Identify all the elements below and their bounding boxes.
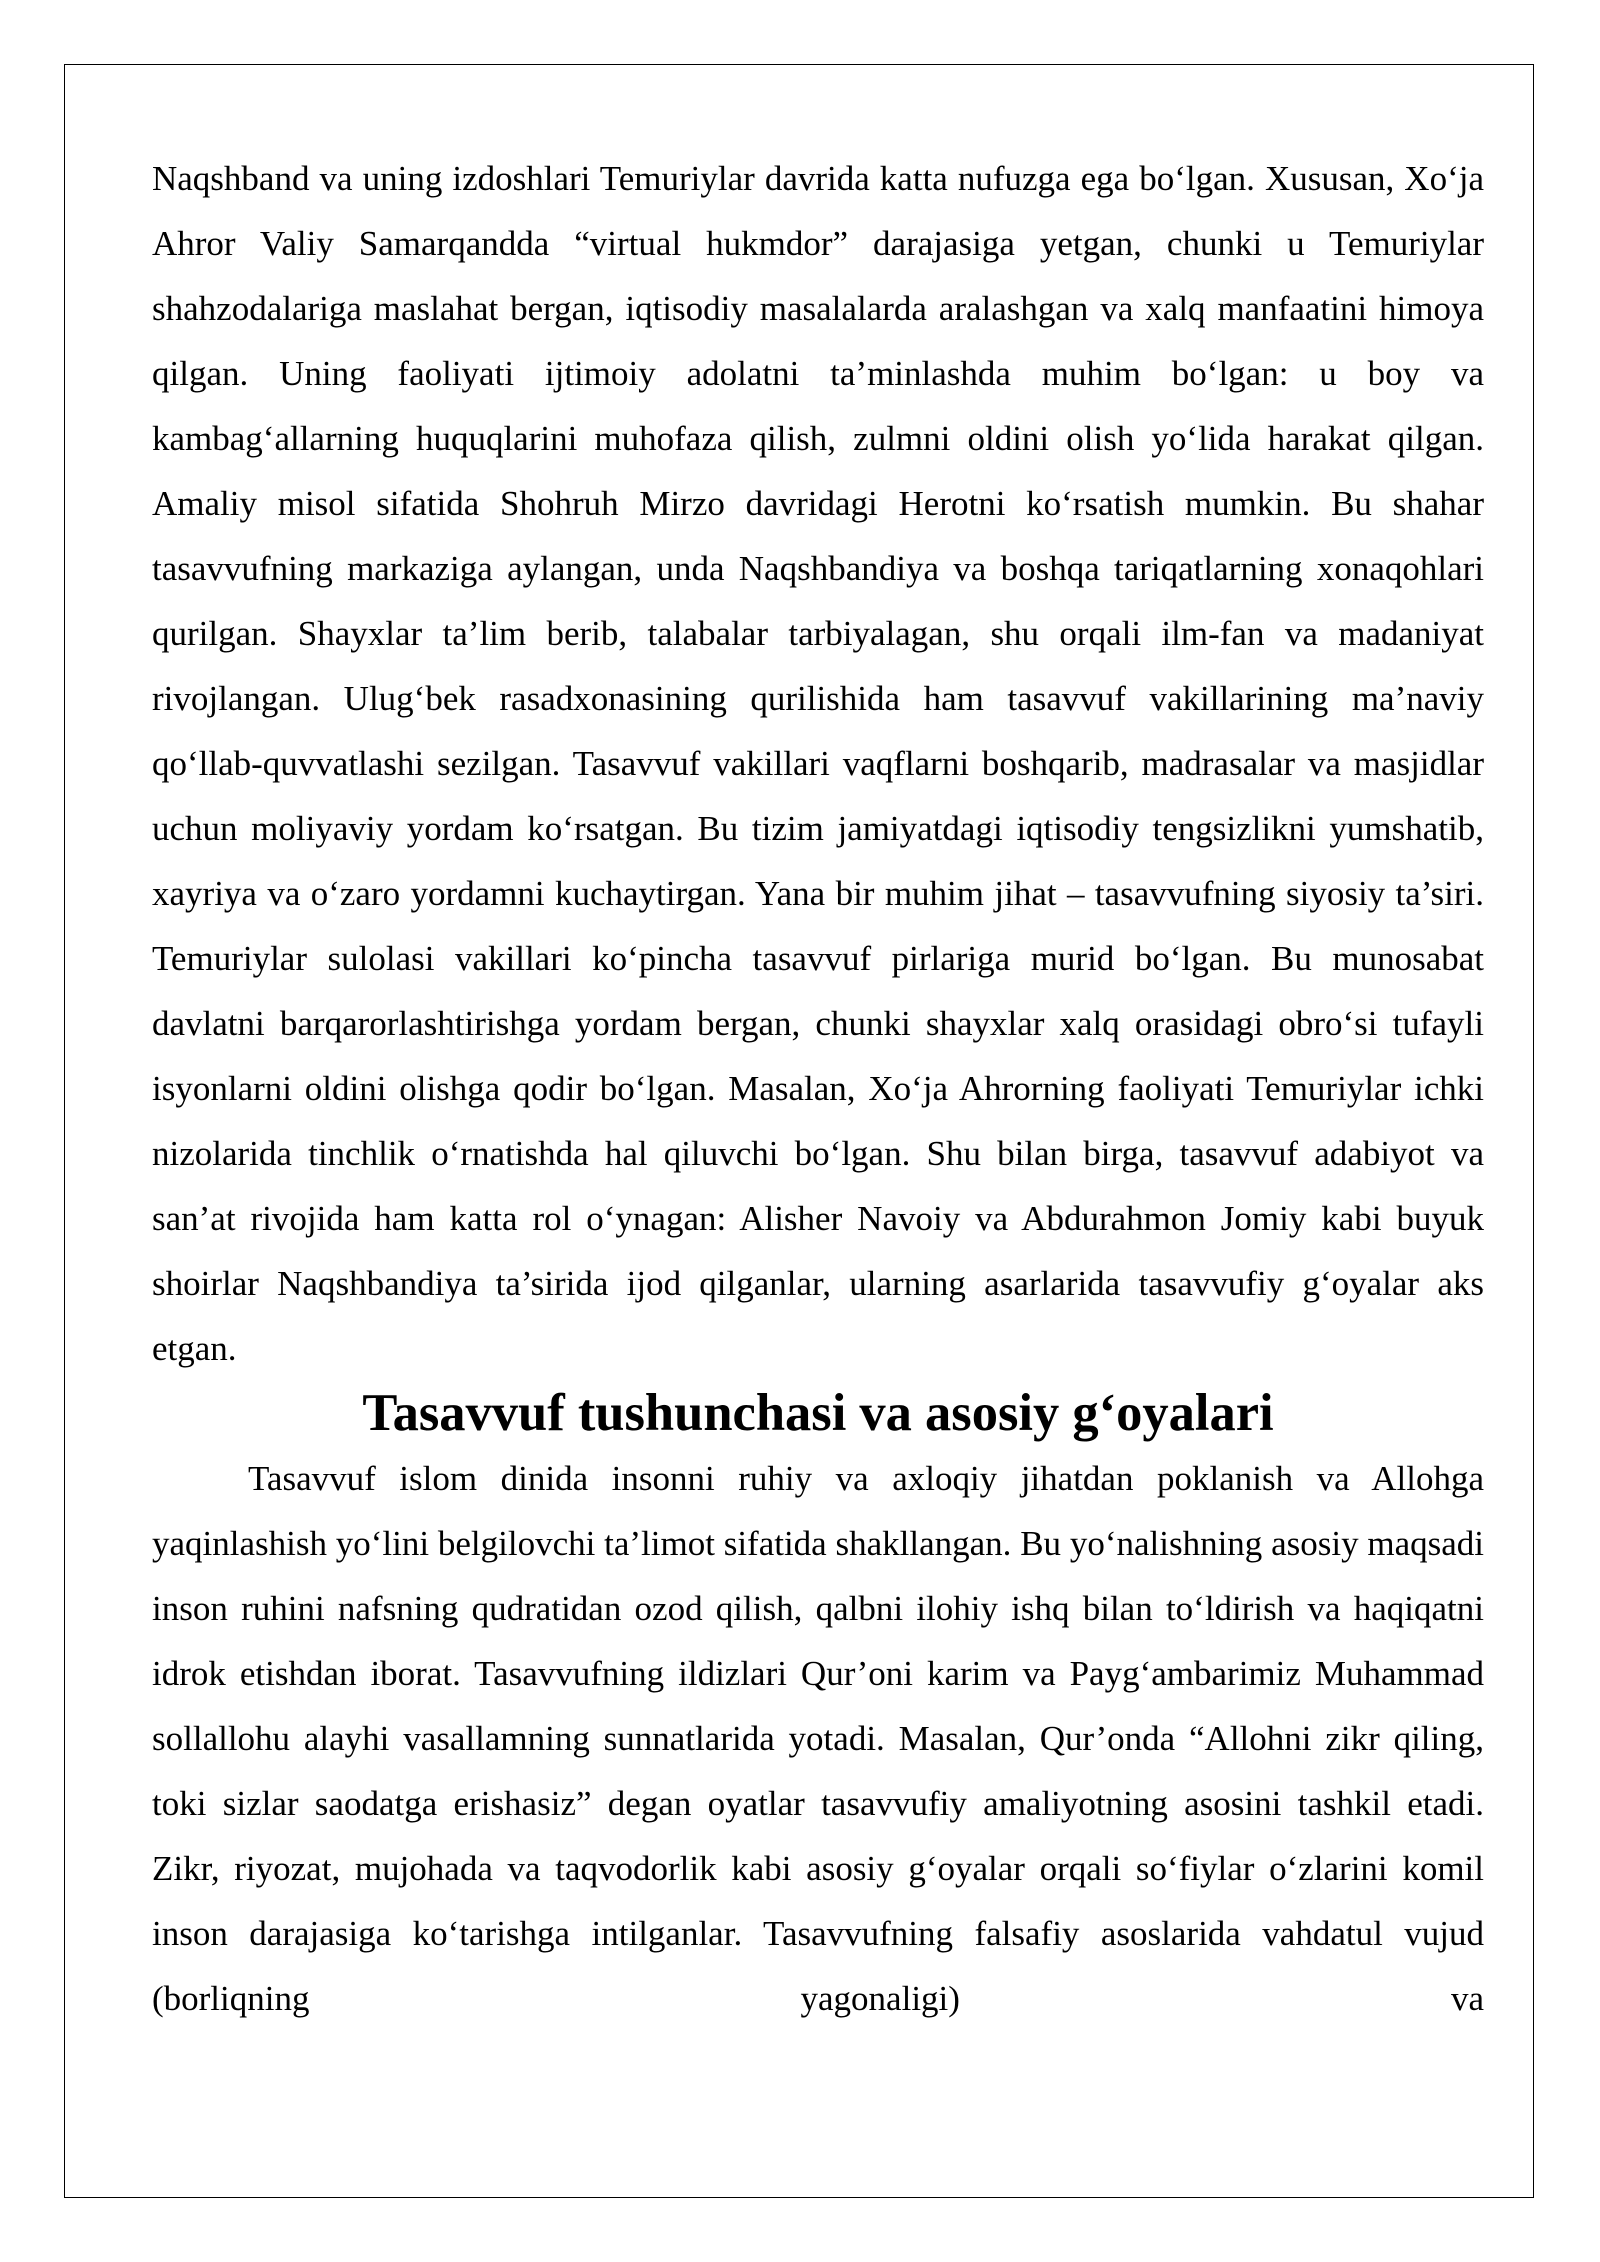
document-body — [152, 146, 1484, 2031]
paragraph-intro: Naqshband va uning izdoshlari Temuriylar davrida katta nufuzga ega bo‘lgan. Xususan, Xo‘ja Ahror Valiy Samarqandda “virtual hukmdor” darajasiga yetgan, chunki u Temuriylar shahzodalariga maslahat bergan, iqtisodiy masalalarda aralashgan va xalq manfaatini himoya qilgan. Uning faoliyati ijtimoiy adolatni ta’minlashda muhim bo‘lgan: u boy va kambag‘allarning huquqlarini muhofaza qilish, zulmni oldini olish yo‘lida harakat qilgan. Amaliy misol sifatida Shohruh Mirzo davridagi Herotni ko‘rsatish mumkin. Bu shahar tasavvufning markaziga aylangan, unda Naqshbandiya va boshqa tariqatlarning xonaqohlari qurilgan. Shayxlar ta’lim berib, talabalar tarbiyalagan, shu orqali ilm-fan va madaniyat rivojlangan. Ulug‘bek rasadxonasining qurilishida ham tasavvuf vakillarining ma’naviy qo‘llab-quvvatlashi sezilgan. Tasavvuf vakillari vaqflarni boshqarib, madrasalar va masjidlar uchun moliyaviy yordam ko‘rsatgan. Bu tizim jamiyatdagi iqtisodiy tengsizlikni yumshatib, xayriya va o‘zaro yordamni kuchaytirgan. Yana bir muhim jihat – tasavvufning siyosiy ta’siri. Temuriylar sulolasi vakillari ko‘pincha tasavvuf pirlariga murid bo‘lgan. Bu munosabat davlatni barqarorlashtirishga yordam bergan, chunki shayxlar xalq orasidagi obro‘si tufayli isyonlarni oldini olishga qodir bo‘lgan. Masalan, Xo‘ja Ahrorning faoliyati Temuriylar ichki nizolarida tinchlik o‘rnatishda hal qiluvchi bo‘lgan. Shu bilan birga, tasavvuf adabiyot va san’at rivojida ham katta rol o‘ynagan: Alisher Navoiy va Abdurahmon Jomiy kabi buyuk shoirlar Naqshbandiya ta’sirida ijod qilganlar, ularning asarlarida tasavvufiy g‘oyalar aks etgan. — [152, 159, 1484, 1368]
paragraph-tasavvuf: Tasavvuf islom dinida insonni ruhiy va axloqiy jihatdan poklanish va Allohga yaqinlashish yo‘lini belgilovchi ta’limot sifatida shakllangan. Bu yo‘nalishning asosiy maqsadi inson ruhini nafsning qudratidan ozod qilish, qalbni ilohiy ishq bilan to‘ldirish va haqiqatni idrok etishdan iborat. Tasavvufning ildizlari Qur’oni karim va Payg‘ambarimiz Muhammad sollallohu alayhi vasallamning sunnatlarida yotadi. Masalan, Qur’onda “Allohni zikr qiling, toki sizlar saodatga erishasiz” degan oyatlar tasavvufiy amaliyotning asosini tashkil etadi. Zikr, riyozat, mujohada va taqvodorlik kabi asosiy g‘oyalar orqali so‘fiylar o‘zlarini komil inson darajasiga ko‘tarishga intilganlar. Tasavvufning falsafiy asoslarida vahdatul vujud (borliqning yagonaligi) va — [152, 1459, 1484, 2018]
section-heading: Tasavvuf tushunchasi va asosiy g‘oyalari — [362, 1384, 1274, 1442]
